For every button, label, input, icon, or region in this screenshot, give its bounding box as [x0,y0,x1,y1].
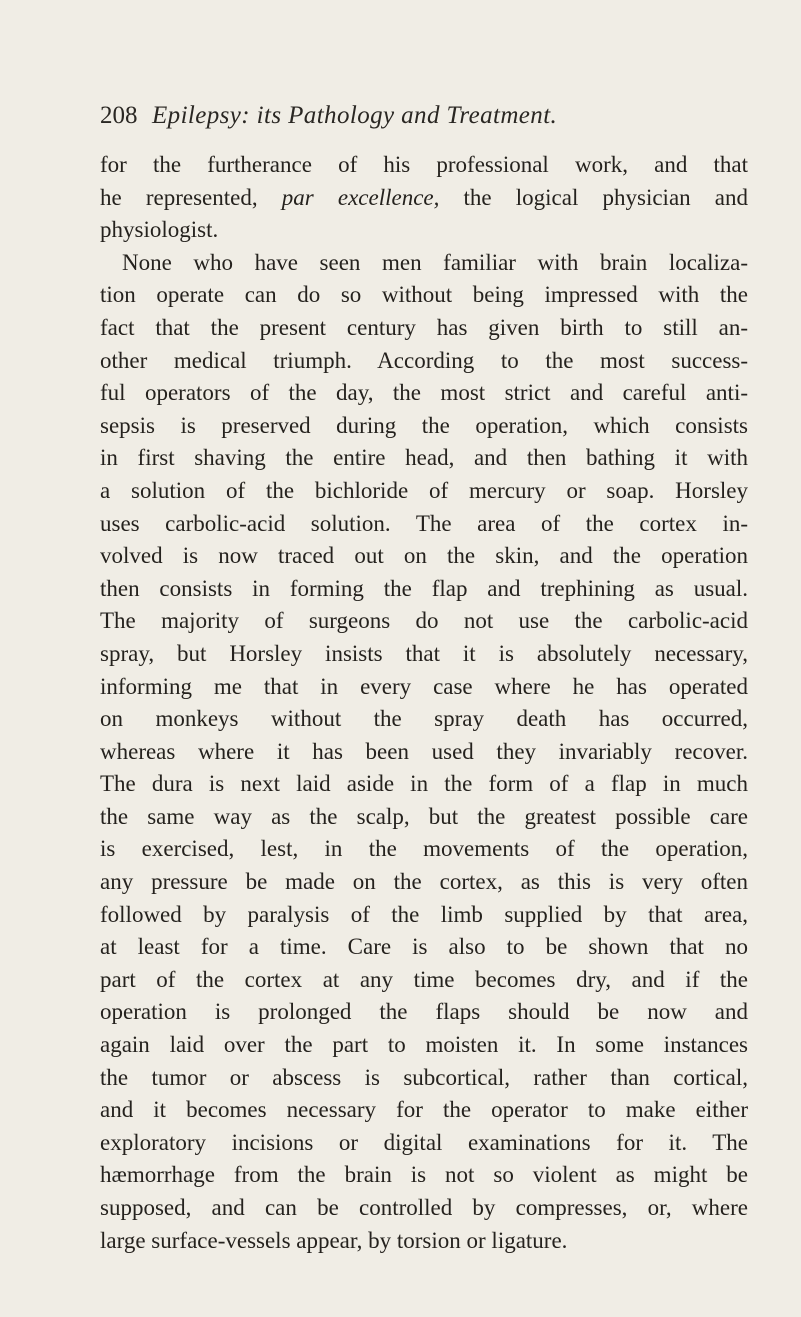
text-line: then consists in forming the flap and trephining as usual. [100,575,748,601]
text-line: at least for a time. Care is also to be shown that no [100,934,748,960]
text-fragment: the logical physician and [463,184,749,210]
text-line: ful operators of the day, the most strict and careful anti- [100,380,748,406]
text-line: other medical triumph. According to the most success- [100,347,748,373]
text-line: exploratory incisions or digital examinations for it. The [100,1129,748,1155]
running-head [100,102,740,136]
text-line: large surface-vessels appear, by torsion or ligature. [100,1227,568,1253]
body-text [100,149,748,1257]
text-line: The dura is next laid aside in the form of a flap in much [100,771,748,797]
text-line: on monkeys without the spray death has occurred, [100,706,748,732]
text-line: again laid over the part to moisten it. In some instances [100,1032,748,1058]
text-line: sepsis is preserved during the operation, which consists [100,412,748,438]
text-line: and it becomes necessary for the operator to make either [100,1097,748,1123]
text-line: whereas where it has been used they invariably recover. [100,738,748,764]
text-line: None who have seen men familiar with brain localiza- [122,249,748,275]
text-line: tion operate can do so without being impressed with the [100,282,748,308]
text-line: is exercised, lest, in the movements of the operation, [100,836,748,862]
text-line [100,182,748,215]
text-line: spray, but Horsley insists that it is absolutely necessary, [100,640,748,666]
text-line: any pressure be made on the cortex, as this is very often [100,869,748,895]
italic-phrase: par excellence, [281,184,440,210]
text-fragment: he represented, [100,184,282,210]
text-line: followed by paralysis of the limb supplied by that area, [100,901,748,927]
text-line: volved is now traced out on the skin, and the operation [100,543,748,569]
text-line: uses carbolic-acid solution. The area of the cortex in- [100,510,748,536]
text-line: the same way as the scalp, but the greatest possible care [100,803,748,829]
text-line: The majority of surgeons do not use the carbolic-acid [100,608,748,634]
text-line: fact that the present century has given birth to still an- [100,314,748,340]
text-line: supposed, and can be controlled by compresses, or, where [100,1195,748,1220]
text-line: in first shaving the entire head, and then bathing it with [100,445,748,471]
text-line: the tumor or abscess is subcortical, rather than cortical, [100,1064,748,1090]
text-line: a solution of the bichloride of mercury or soap. Horsley [100,477,748,503]
text-line: physiologist. [100,217,219,243]
text-line: operation is prolonged the flaps should be now and [100,999,748,1025]
page-number: 208 [100,102,138,129]
text-line: for the furtherance of his professional work, and that [100,152,748,177]
running-title: Epilepsy: its Pathology and Treatment. [152,102,558,129]
text-line: informing me that in every case where he has operated [100,673,748,699]
text-line: part of the cortex at any time becomes dry, and if the [100,966,748,992]
text-line: hæmorrhage from the brain is not so violent as might be [100,1162,748,1188]
